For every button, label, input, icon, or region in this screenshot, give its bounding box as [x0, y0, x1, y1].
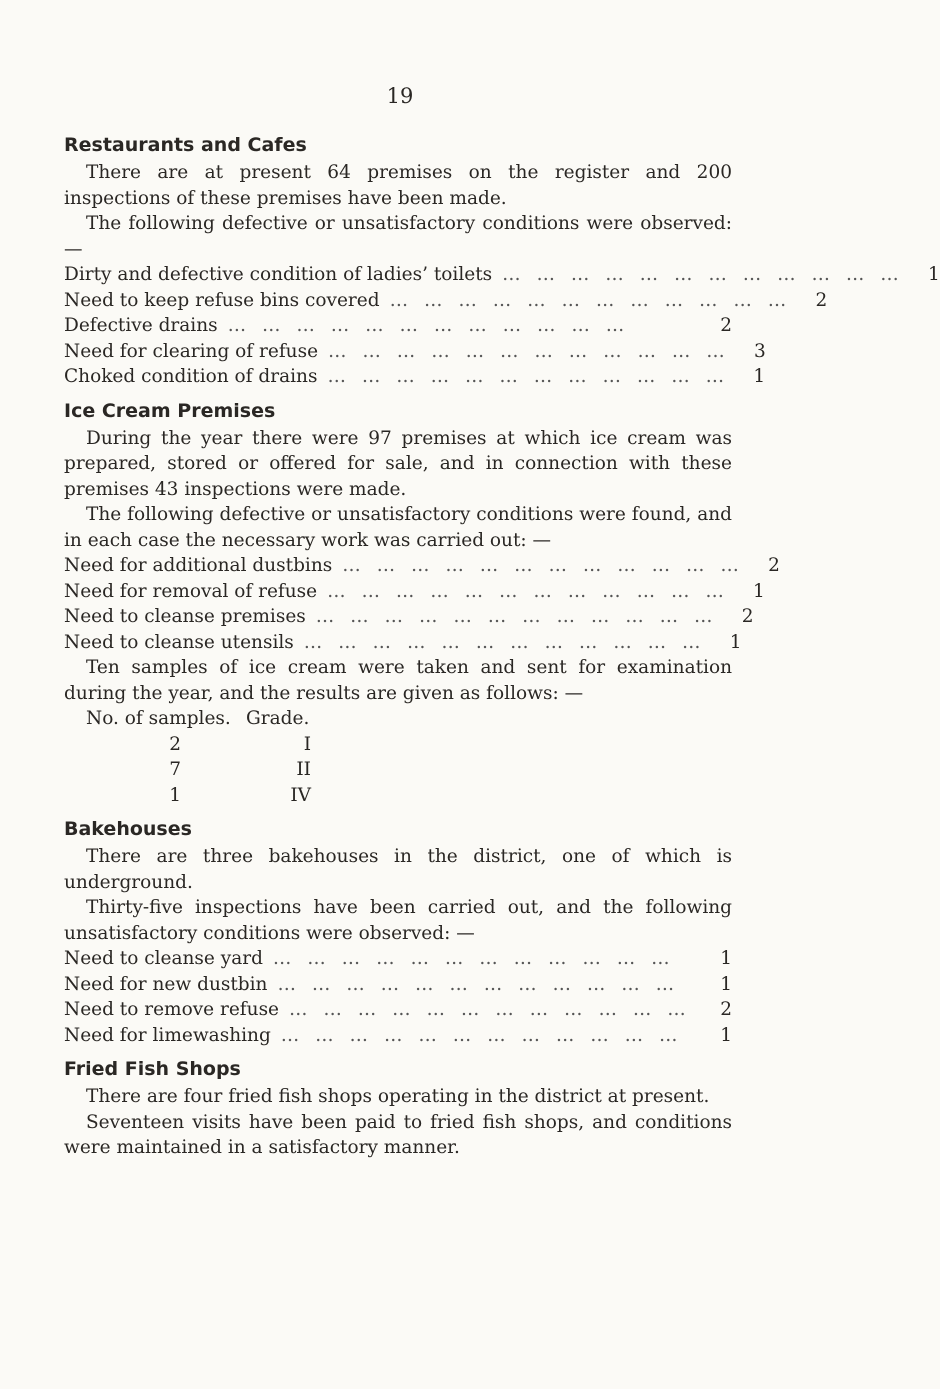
table-cell: 1	[169, 784, 181, 806]
leader-dots: … … … … … … … … … … … …	[327, 580, 729, 602]
section-restaurants-cafes	[64, 130, 940, 390]
list-item	[64, 630, 742, 656]
item-label: Need to keep refuse bins covered	[64, 289, 380, 311]
item-label: Need for limewashing	[64, 1024, 271, 1046]
paragraph: There are four fried fish shops operating in the district at present.	[86, 1086, 710, 1107]
item-label: Choked condition of drains	[64, 366, 318, 387]
item-value: 2	[720, 315, 732, 336]
table-cell: 7	[169, 759, 181, 780]
item-label: Need to cleanse yard	[64, 948, 263, 969]
list-item	[64, 579, 765, 605]
item-label: Defective drains	[64, 315, 218, 336]
document-body	[64, 130, 940, 1161]
leader-dots: … … … … … … … … … … … …	[277, 973, 680, 995]
section-heading: Bakehouses	[64, 818, 192, 840]
list-item	[64, 972, 732, 998]
samples-table	[86, 706, 732, 808]
item-value: 1	[928, 264, 940, 285]
table-row	[86, 732, 732, 758]
section-heading: Ice Cream Premises	[64, 399, 276, 422]
list-item	[64, 946, 732, 972]
section-heading: Fried Fish Shops	[64, 1058, 241, 1080]
table-row	[86, 783, 732, 809]
paragraph: Ten samples of ice cream were taken and sent for examination during the year, and the results are given as follows: —	[64, 657, 732, 704]
item-value: 3	[753, 340, 766, 362]
leader-dots: … … … … … … … … … … … …	[502, 264, 904, 285]
leader-dots: … … … … … … … … … … … …	[389, 289, 792, 311]
paragraph: The following defective or unsatisfactory conditions were observed: —	[64, 213, 732, 260]
leader-dots: … … … … … … … … … … … …	[227, 315, 630, 336]
table-cell: I	[303, 733, 311, 755]
table-row	[86, 757, 732, 783]
item-value: 1	[720, 948, 732, 969]
section-ice-cream-premises	[64, 396, 780, 809]
section-fried-fish-shops	[64, 1054, 732, 1161]
leader-dots: … … … … … … … … … … … …	[303, 631, 706, 653]
leader-dots: … … … … … … … … … … … …	[328, 340, 730, 362]
item-label: Dirty and defective condition of ladies’ toilets	[64, 264, 493, 285]
paragraph: Thirty-five inspections have been carried out, and the following unsatisfactory conditions were observed: —	[64, 897, 732, 944]
list-item	[64, 288, 828, 314]
item-value: 1	[720, 973, 732, 995]
table-cell: II	[296, 759, 311, 780]
item-label: Need to cleanse premises	[64, 606, 306, 627]
item-label: Need for removal of refuse	[64, 580, 318, 602]
item-value: 2	[741, 606, 754, 627]
item-label: Need to cleanse utensils	[64, 631, 294, 653]
section-bakehouses	[64, 814, 732, 1048]
item-value: 1	[753, 366, 766, 387]
leader-dots: … … … … … … … … … … … …	[315, 606, 718, 627]
list-item	[64, 1023, 732, 1049]
leader-dots: … … … … … … … … … … … …	[342, 555, 744, 576]
list-item	[64, 553, 780, 579]
item-label: Need to remove refuse	[64, 999, 280, 1020]
item-label: Need for clearing of refuse	[64, 340, 319, 362]
page-number: 19	[386, 84, 414, 108]
list-item	[64, 364, 766, 390]
leader-dots: … … … … … … … … … … … …	[280, 1024, 683, 1046]
item-label: Need for new dustbin	[64, 973, 268, 995]
samples-table-header	[86, 706, 732, 732]
leader-dots: … … … … … … … … … … … …	[327, 366, 730, 387]
leader-dots: … … … … … … … … … … … …	[272, 948, 675, 969]
list-item	[64, 997, 732, 1023]
table-cell: 2	[169, 733, 181, 755]
item-value: 2	[720, 999, 732, 1020]
item-value: 2	[815, 289, 828, 311]
item-value: 2	[768, 555, 780, 576]
list-item	[64, 262, 940, 288]
item-value: 1	[729, 631, 742, 653]
paragraph: During the year there were 97 premises at which ice cream was prepared, stored or offered for sale, and in connection with these premises 43 inspections were made.	[64, 427, 732, 500]
item-value: 1	[753, 580, 765, 602]
item-value: 1	[720, 1024, 732, 1046]
paragraph: Seventeen visits have been paid to fried fish shops, and conditions were maintained in a satisfactory manner.	[64, 1111, 732, 1158]
list-item	[64, 604, 754, 630]
column-header: Grade.	[246, 708, 310, 729]
section-heading: Restaurants and Cafes	[64, 134, 307, 156]
column-header: No. of samples.	[86, 708, 231, 729]
item-label: Need for additional dustbins	[64, 555, 333, 576]
paragraph: The following defective or unsatisfactory conditions were found, and in each case the necessary work was carried out: —	[64, 504, 732, 551]
list-item	[64, 313, 732, 339]
paragraph: There are three bakehouses in the district, one of which is underground.	[64, 846, 732, 893]
paragraph: There are at present 64 premises on the register and 200 inspections of these premises have been made.	[64, 162, 732, 209]
table-cell: IV	[290, 784, 311, 806]
list-item	[64, 339, 766, 365]
leader-dots: … … … … … … … … … … … …	[289, 999, 691, 1020]
